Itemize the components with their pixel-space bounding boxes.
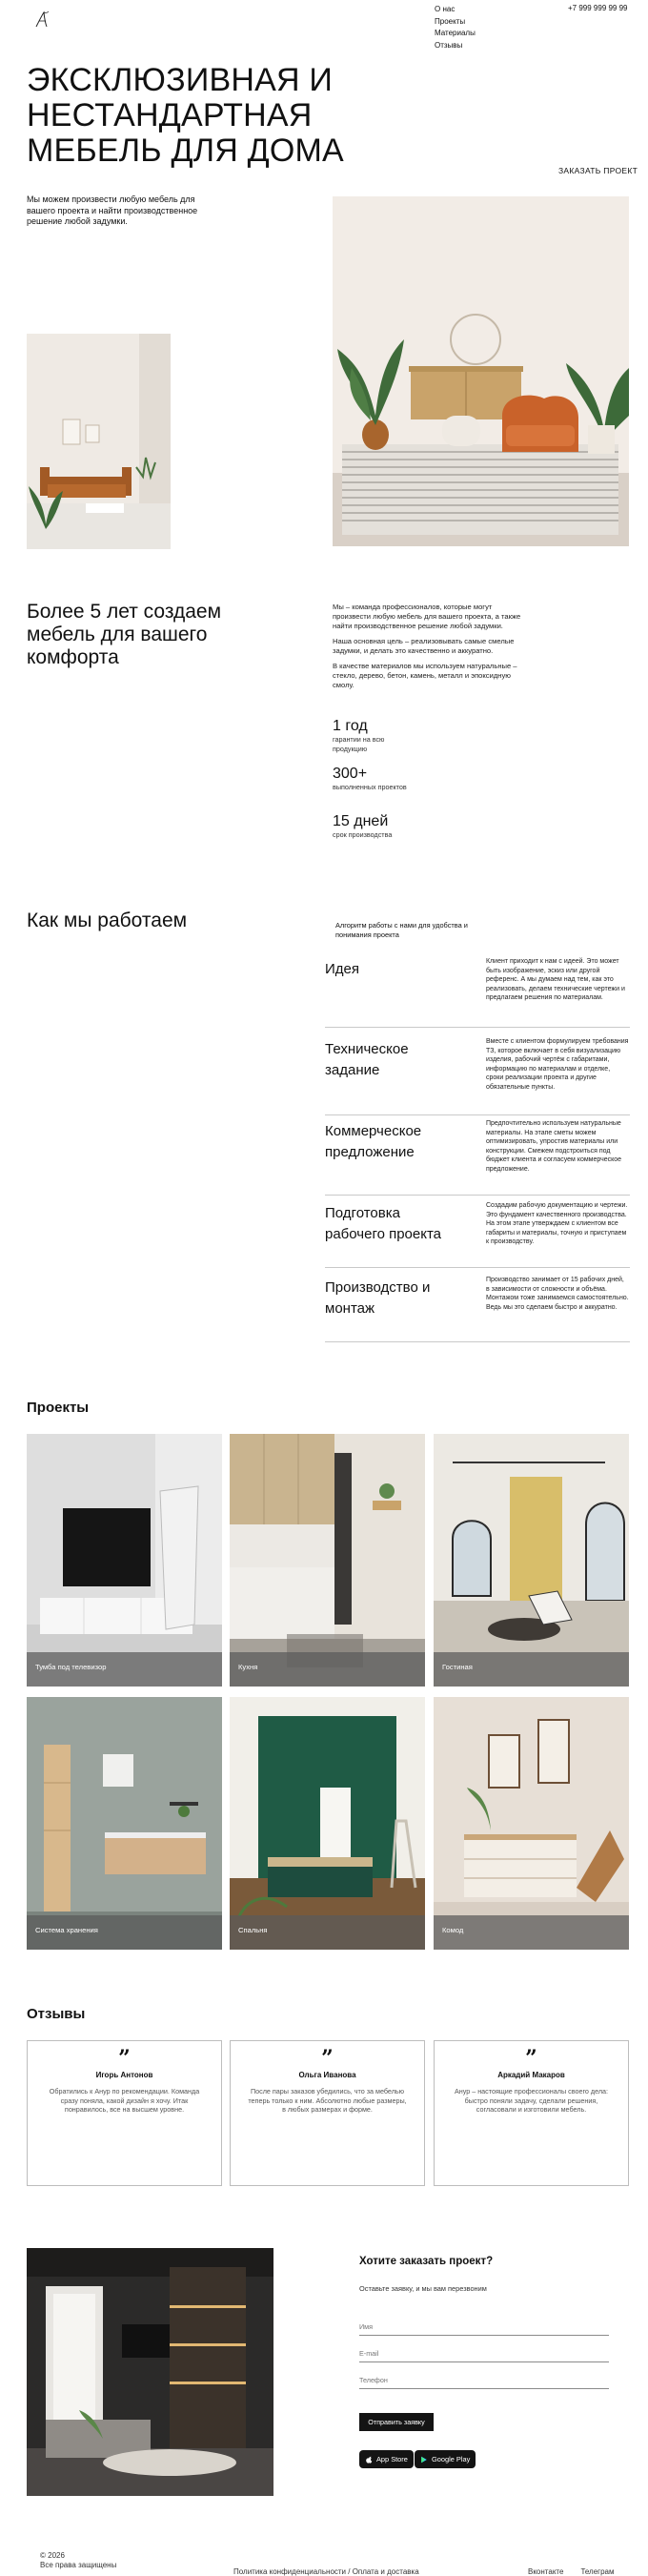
step-text: Клиент приходит к нам с идеей. Это может быть изображение, эскиз или другой референс. А мы думаем над тем, как это реализовать, делаем технические чертежи и предлагаем решения по материалам. [486,958,625,1002]
hero-title-line: НЕСТАНДАРТНАЯ [27,97,313,133]
review-text: Обратились к Анур по рекомендации. Команда сразу поняла, какой дизайн я хочу. Итак понравилось, все на высшем уровне. [49,2087,200,2115]
step-title: Подготовка рабочего проекта [325,1205,442,1242]
hero-title-line: ЭКСКЛЮЗИВНАЯ И [27,62,334,98]
stat-label: гарантии на всю продукцию [333,735,385,753]
project-card-bedroom[interactable] [230,1697,425,1950]
step-spec [325,1033,630,1115]
quote-icon: ” [525,2046,537,2071]
email-input[interactable] [359,2349,609,2358]
review-author: Аркадий Макаров [497,2071,565,2079]
google-play-badge[interactable] [415,2450,476,2468]
footer-policy-link[interactable]: Политика конфиденциальности / Оплата и доставка [233,2567,419,2576]
step-text: Создадим рабочую документацию и чертежи. Это фундамент качественного производства. На этом этапе утверждаем с клиентом все габариты и материалы, точную и приступаем к производству. [486,1202,628,1246]
reviews-title: Отзывы [27,2006,86,2022]
copyright [40,2551,116,2570]
hero-title [27,63,389,169]
step-title: Идея [325,961,359,977]
logo[interactable] [32,10,53,31]
review-author: Игорь Антонов [95,2071,153,2079]
order-title: Хотите заказать проект? [359,2256,494,2267]
project-card-storage[interactable] [27,1697,222,1950]
step-idea [325,953,630,1028]
header-phone[interactable]: +7 999 999 99 99 [568,4,628,12]
review-card [230,2040,425,2186]
step-title: Коммерческое предложение [325,1123,422,1160]
review-text: После пары заказов убедились, что за мебелью теперь только к ним. Абсолютно любые размеры, в любых размерах и форме. [248,2087,407,2115]
project-card-tv-stand[interactable] [27,1434,222,1687]
stat-label: срок производства [333,830,393,839]
stat-number: 300+ [333,766,368,782]
hero-title-line: МЕБЕЛЬ ДЛЯ ДОМА [27,133,344,169]
main-nav [435,4,476,51]
apple-icon [365,2456,373,2464]
step-offer [325,1115,630,1196]
project-card-kitchen[interactable] [230,1434,425,1687]
about-text [333,603,528,696]
hero-interior-image [27,334,171,549]
review-text: Анур – настоящие профессионалы своего дела: быстро поняли задачу, сделали решения, согласовали и изготовили мебель. [454,2087,609,2115]
order-project-link[interactable]: ЗАКАЗАТЬ ПРОЕКТ [558,166,638,175]
stat-warranty [333,717,418,753]
project-caption: Комод [442,1926,464,1934]
step-title: Техническое задание [325,1041,409,1078]
step-text: Вместе с клиентом формулируем требования ТЗ, которое включает в себя визуализацию изделия, рабочий чертёж с габаритами, информацию по материалам и отделке, сроки реализации проекта и другие обязательные пункты. [486,1038,629,1091]
nav-materials[interactable]: Материалы [435,29,476,37]
project-caption: Спальня [238,1926,268,1934]
step-text: Предпочтительно используем натуральные материалы. На этапе сметы можем оптимизировать, упростив материалы или конструкции. Смежем подстроиться под бюджет клиента и согласуем коммерческое предложение. [486,1120,622,1173]
stat-duration [333,812,418,840]
phone-field-wrap [359,2372,609,2389]
submit-request-button[interactable]: Отправить заявку [359,2413,434,2431]
quote-icon: ” [321,2046,334,2071]
about-paragraph: Наша основная цель – реализовывать самые смелые задумки, и делать это качественно и аккуратно. [333,637,515,655]
play-icon [420,2456,428,2464]
about-paragraph: В качестве материалов мы используем натуральные – стекло, дерево, бетон, камень, металл и эпоксидную смолу. [333,662,517,689]
nav-about[interactable]: О нас [435,5,456,13]
project-caption: Гостиная [442,1663,473,1671]
project-caption: Кухня [238,1663,258,1671]
projects-title: Проекты [27,1400,90,1416]
review-card [434,2040,629,2186]
copyright-year: © 2026 [40,2551,65,2560]
stat-number: 15 дней [333,813,389,829]
step-text: Производство занимает от 15 рабочих дней, в зависимости от сложности и объёма. Монтажом тоже занимаемся самостоятельно. Ведь мы это сделаем быстро и аккуратно. [486,1277,629,1311]
email-field-wrap [359,2345,609,2362]
review-author: Ольга Иванова [298,2071,356,2079]
name-field-wrap [359,2319,609,2336]
google-play-label: Google Play [432,2455,471,2464]
how-title: Как мы работаем [27,910,188,931]
hero-living-room-image [333,196,629,546]
how-subtitle: Алгоритм работы с нами для удобства и понимания проекта [335,921,468,939]
project-caption: Тумба под телевизор [35,1663,107,1671]
hero-subtitle: Мы можем произвести любую мебель для вашего проекта и найти производственное решение любой задумки. [27,194,198,226]
social-telegram-link[interactable]: Телеграм [580,2567,615,2576]
nav-reviews[interactable]: Отзывы [435,40,463,50]
step-production [325,1272,630,1342]
phone-input[interactable] [359,2376,609,2384]
review-card [27,2040,222,2186]
app-store-badge[interactable] [359,2450,414,2468]
step-title: Производство и монтаж [325,1279,431,1317]
about-paragraph: Мы – команда профессионалов, которые могут произвести любую мебель для вашего проекта, а также найти производственное решение любой задумки. [333,603,521,630]
name-input[interactable] [359,2322,609,2331]
project-card-living-room[interactable] [434,1434,629,1687]
app-store-label: App Store [376,2455,408,2464]
order-subtitle: Оставьте заявку, и мы вам перезвоним [359,2284,487,2293]
social-vk-link[interactable]: Вконтакте [528,2567,564,2576]
copyright-text: Все права защищены [40,2561,117,2569]
stat-projects [333,765,418,792]
quote-icon: ” [118,2046,131,2071]
project-card-dresser[interactable] [434,1697,629,1950]
nav-projects[interactable]: Проекты [435,16,466,26]
about-title: Более 5 лет создаем мебель для вашего комфорта [27,601,222,668]
stat-label: выполненных проектов [333,783,407,791]
stat-number: 1 год [333,718,368,734]
project-caption: Система хранения [35,1926,98,1934]
step-project [325,1197,630,1268]
order-interior-image [27,2248,273,2496]
